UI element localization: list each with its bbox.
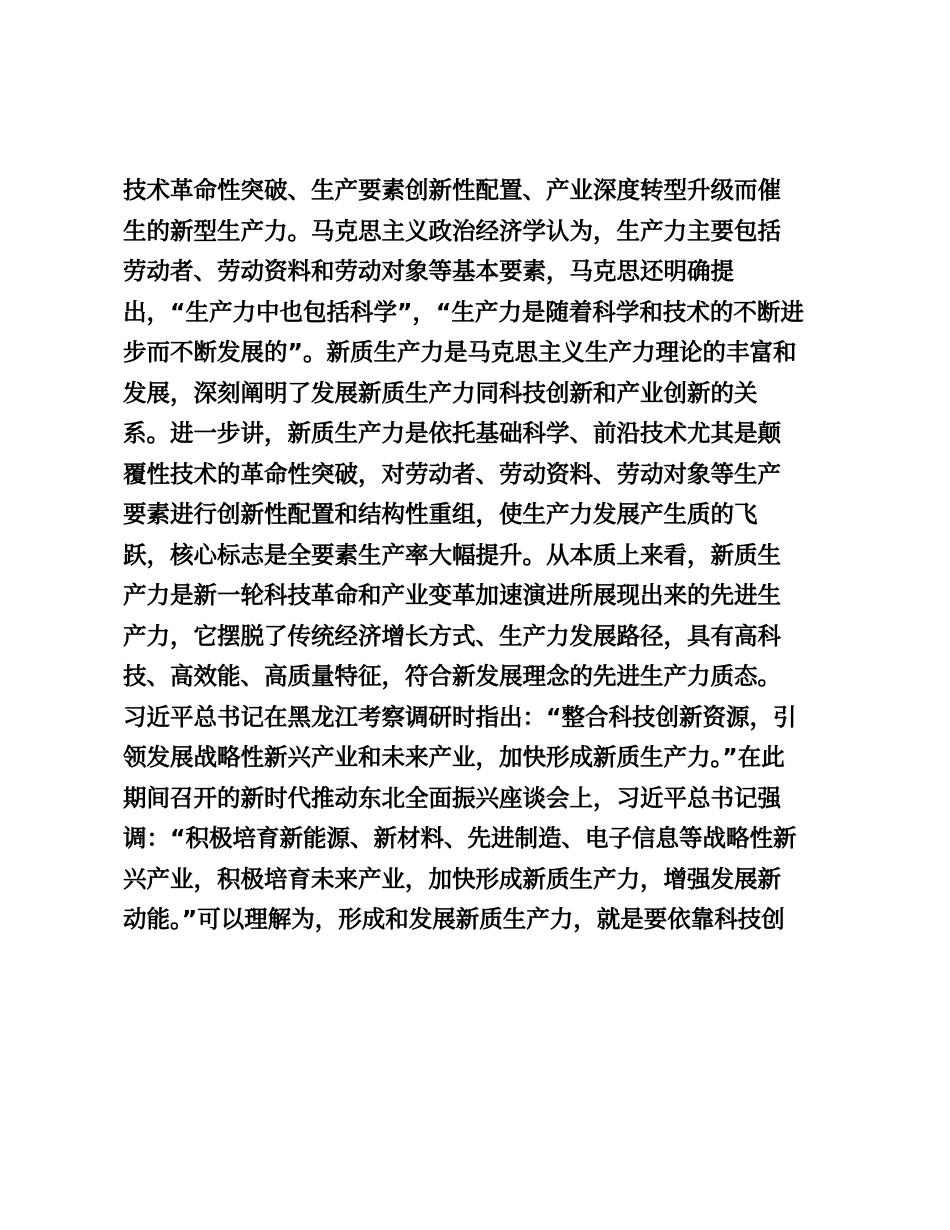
text-line: 技、高效能、高质量特征，符合新发展理念的先进生产力质态。 (123, 662, 781, 690)
text-line: 调：“积极培育新能源、新材料、先进制造、电子信息等战略性新 (123, 824, 797, 852)
text-line: 系。进一步讲，新质生产力是依托基础科学、前沿技术尤其是颠 (123, 419, 781, 447)
text-line: 领发展战略性新兴产业和未来产业，加快形成新质生产力。”在此 (123, 743, 785, 771)
text-line: 期间召开的新时代推动东北全面振兴座谈会上，习近平总书记强 (123, 783, 781, 812)
text-line: 产力是新一轮科技革命和产业变革加速演进所展现出来的先进生 (123, 581, 781, 609)
text-line: 跃，核心标志是全要素生产率大幅提升。从本质上来看，新质生 (123, 540, 781, 569)
text-line: 步而不断发展的”。新质生产力是马克思主义生产力理论的丰富和 (123, 338, 797, 366)
text-line: 技术革命性突破、生产要素创新性配置、产业深度转型升级而催 (123, 176, 781, 204)
text-line: 覆性技术的革命性突破，对劳动者、劳动资料、劳动对象等生产 (123, 459, 781, 488)
text-line: 产力，它摆脱了传统经济增长方式、生产力发展路径，具有高科 (123, 621, 781, 650)
text-line: 劳动者、劳动资料和劳动对象等基本要素，马克思还明确提 (123, 257, 734, 285)
text-line: 生的新型生产力。马克思主义政治经济学认为，生产力主要包括 (123, 216, 781, 245)
text-line: 出，“生产力中也包括科学”，“生产力是随着科学和技术的不断进 (123, 297, 804, 326)
text-line: 发展，深刻阐明了发展新质生产力同科技创新和产业创新的关 (123, 378, 758, 407)
text-line: 习近平总书记在黑龙江考察调研时指出：“整合科技创新资源，引 (123, 702, 797, 731)
text-line: 兴产业，积极培育未来产业，加快形成新质生产力，增强发展新 (123, 864, 781, 893)
text-line: 动能。”可以理解为，形成和发展新质生产力，就是要依靠科技创 (123, 905, 785, 933)
text-line: 要素进行创新性配置和结构性重组，使生产力发展产生质的飞 (123, 500, 758, 528)
body-text (123, 170, 843, 940)
